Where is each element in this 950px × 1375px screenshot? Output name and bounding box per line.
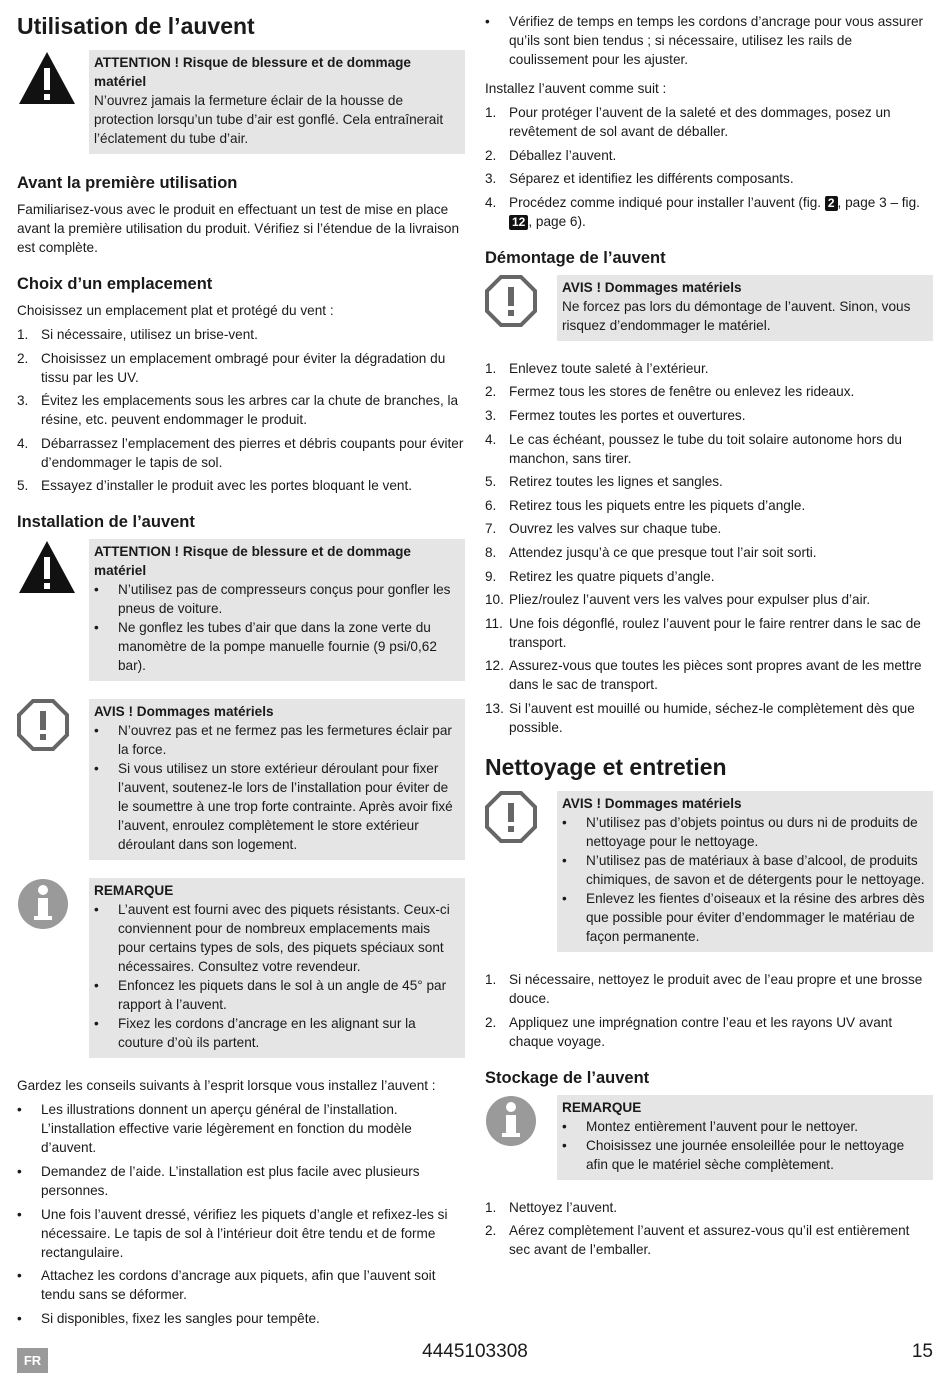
warning-title: ATTENTION ! Risque de blessure et de dommage matériel — [94, 544, 411, 579]
list-item: • Attachez les cordons d’ancrage aux piquets, afin que l’auvent soit tendu sans se déformer. — [17, 1268, 436, 1303]
remark-title: REMARQUE — [94, 883, 174, 899]
notice-octagon-icon — [17, 699, 89, 860]
figure-ref-badge: 12 — [509, 215, 528, 230]
list-item: 2. Appliquez une imprégnation contre l’eau et les rayons UV avant chaque voyage. — [485, 1014, 893, 1049]
install-steps — [485, 103, 933, 231]
list-item: 10. Pliez/roulez l’auvent vers les valves pour expulser plus d’air. — [485, 592, 871, 608]
language-badge: FR — [17, 1348, 48, 1373]
list-item: • Enlevez les fientes d’oiseaux et la résine des arbres dès que possible pour éviter d’endommager le matériau de façon permanente. — [562, 890, 925, 944]
location-intro: Choisissez un emplacement plat et protégé du vent : — [17, 303, 334, 318]
list-item: • Les illustrations donnent un aperçu général de l’installation. L’installation effective varie légèrement en fonction du modèle d’auvent. — [17, 1102, 412, 1156]
list-item: 3. Séparez et identifiez les différents composants. — [485, 171, 794, 187]
list-item: 5. Essayez d’installer le produit avec les portes bloquant le vent. — [17, 478, 413, 494]
storage-steps — [485, 1198, 933, 1260]
heading-before-first-use: Avant la première utilisation — [17, 174, 238, 192]
install-intro: Installez l’auvent comme suit : — [485, 81, 667, 96]
list-item: • Si disponibles, fixez les sangles pour tempête. — [17, 1310, 320, 1326]
list-item: 1. Si nécessaire, utilisez un brise-vent. — [17, 327, 258, 342]
section-title-cleaning: Nettoyage et entretien — [485, 753, 727, 780]
list-item: 1. Pour protéger l’auvent de la saleté et des dommages, posez un revêtement de sol avant de déballer. — [485, 105, 891, 139]
list-item: 2. Déballez l’auvent. — [485, 147, 617, 163]
list-item: 3. Fermez toutes les portes et ouvertures. — [485, 407, 746, 423]
tips-intro: Gardez les conseils suivants à l’esprit lorsque vous installez l’auvent : — [17, 1078, 436, 1094]
list-item: 2. Fermez tous les stores de fenêtre ou enlevez les rideaux. — [485, 384, 855, 400]
remark-title: REMARQUE — [562, 1099, 642, 1115]
document-number: 4445103308 — [422, 1341, 528, 1362]
list-item: • Une fois l’auvent dressé, vérifiez les piquets d’angle et refixez-les si nécessaire. Le tapis de sol à l’intérieur doit être tendu et de forme rectangulaire. — [17, 1206, 448, 1260]
page-number: 15 — [911, 1341, 933, 1362]
list-item: 2. Choisissez un emplacement ombragé pour éviter la dégradation du tissu par les UV. — [17, 350, 446, 385]
notice-text: Ne forcez pas lors du démontage de l’auvent. Sinon, vous risquez d’endommager le matériel. — [562, 298, 911, 333]
top-bullet-list — [485, 12, 933, 69]
warning-text: N’ouvrez jamais la fermeture éclair de la housse de protection lorsqu’un tube d’air est gonflé. Cela entraînerait l’éclatement du tube d’air. — [94, 93, 444, 146]
list-item: • Choisissez une journée ensoleillée pour le nettoyage afin que le matériel sèche complètement. — [562, 1137, 905, 1172]
heading-installation: Installation de l’auvent — [17, 513, 195, 532]
figure-ref-badge: 2 — [825, 196, 838, 211]
list-item: 1. Nettoyez l’auvent. — [485, 1199, 618, 1215]
info-icon — [17, 878, 89, 1058]
warning-icon — [17, 50, 89, 154]
remark-box-storage — [485, 1095, 933, 1180]
notice-octagon-icon — [485, 275, 557, 341]
list-item: • Ne gonflez les tubes d’air que dans la zone verte du manomètre de la pompe manuelle fournie (9 psi/0,62 bar). — [94, 620, 437, 674]
warning-icon — [17, 539, 89, 681]
warning-box-inflate — [17, 539, 465, 681]
notice-box-dismantling — [485, 275, 933, 341]
notice-title: AVIS ! Dommages matériels — [94, 704, 274, 720]
list-item: • L’auvent est fourni avec des piquets résistants. Ceux-ci conviennent pour de nombreux emplacements mais pour certains types de sols, des piquets spéciaux sont nécessaires. Consultez votre revendeur. — [94, 902, 450, 975]
section-title-usage: Utilisation de l’auvent — [17, 13, 255, 39]
list-item: 1. Si nécessaire, nettoyez le produit avec de l’eau propre et une brosse douce. — [485, 971, 923, 1006]
tips-list — [17, 1100, 465, 1327]
heading-storage: Stockage de l’auvent — [485, 1068, 650, 1087]
notice-title: AVIS ! Dommages matériels — [562, 795, 742, 811]
heading-dismantling: Démontage de l’auvent — [485, 248, 666, 267]
list-item: 5. Retirez toutes les lignes et sangles. — [485, 474, 723, 490]
notice-box-zippers — [17, 699, 465, 860]
dismantle-steps — [485, 359, 933, 737]
list-item: 4. Procédez comme indiqué pour installer l’auvent (fig. 2 , page 3 – fig. 12 , page 6). — [485, 194, 920, 229]
heading-location: Choix d’un emplacement — [17, 275, 213, 293]
list-item: 6. Retirez tous les piquets entre les piquets d’angle. — [485, 497, 806, 513]
right-column — [485, 12, 933, 1269]
list-item: 3. Évitez les emplacements sous les arbres car la chute de branches, la résine, etc. peuvent endommager le produit. — [17, 393, 459, 428]
remark-box-pegs — [17, 878, 465, 1058]
list-item: 4. Débarrassez l’emplacement des pierres et débris coupants pour éviter d’endommager le tapis de sol. — [17, 435, 464, 470]
info-icon — [485, 1095, 557, 1180]
list-item: • N’utilisez pas de compresseurs conçus pour gonfler les pneus de voiture. — [94, 582, 451, 617]
list-item: • Si vous utilisez un store extérieur déroulant pour fixer l’auvent, soutenez-le lors de l’installation pour éviter de le soumettre à une trop forte contrainte. Après avoir fixé l’auvent, enroulez complètement le store extérieur déroulant dans son logement. — [94, 761, 453, 853]
list-item: 11. Une fois dégonflé, roulez l’auvent pour le faire rentrer dans le sac de transport. — [485, 615, 921, 650]
list-item: 7. Ouvrez les valves sur chaque tube. — [485, 521, 722, 537]
notice-title: AVIS ! Dommages matériels — [562, 279, 742, 295]
list-item: 2. Aérez complètement l’auvent et assurez-vous qu’il est entièrement sec avant de l’emballer. — [485, 1223, 910, 1258]
list-item: • Fixez les cordons d’ancrage en les alignant sur la couture d’où ils partent. — [94, 1016, 416, 1051]
list-item: 12. Assurez-vous que toutes les pièces sont propres avant de les mettre dans le sac de transport. — [485, 658, 922, 693]
warning-title: ATTENTION ! Risque de blessure et de dommage matériel — [94, 55, 411, 89]
list-item: • Enfoncez les piquets dans le sol à un angle de 45° par rapport à l’auvent. — [94, 978, 447, 1013]
before-first-use-text: Familiarisez-vous avec le produit en effectuant un test de mise en place avant la première utilisation du produit. Vérifiez si l’étendue de la livraison est complète. — [17, 202, 460, 255]
list-item: • Demandez de l’aide. L’installation est plus facile avec plusieurs personnes. — [17, 1163, 420, 1198]
list-item: • N’utilisez pas de matériaux à base d’alcool, de produits chimiques, de savon et de détergents pour le nettoyage. — [562, 852, 925, 887]
warning-box-zipper — [17, 50, 465, 154]
list-item: • Vérifiez de temps en temps les cordons d’ancrage pour vous assurer qu’ils sont bien tendus ; si nécessaire, utilisez les rails de coulissement pour les ajuster. — [485, 14, 924, 67]
list-item: 1. Enlevez toute saleté à l’extérieur. — [485, 360, 709, 376]
list-item: 8. Attendez jusqu’à ce que presque tout l’air soit sorti. — [485, 544, 817, 560]
notice-box-cleaning — [485, 791, 933, 952]
list-item: • Montez entièrement l’auvent pour le nettoyer. — [562, 1118, 859, 1134]
left-column — [17, 12, 465, 1338]
list-item: 13. Si l’auvent est mouillé ou humide, séchez-le complètement dès que possible. — [485, 700, 915, 735]
list-item: 4. Le cas échéant, poussez le tube du toit solaire autonome hors du manchon, sans tirer. — [485, 431, 902, 466]
list-item: • N’utilisez pas d’objets pointus ou durs ni de produits de nettoyage pour le nettoyage. — [562, 814, 918, 849]
notice-octagon-icon — [485, 791, 557, 952]
location-steps — [17, 325, 465, 495]
clean-steps — [485, 970, 933, 1051]
list-item: 9. Retirez les quatre piquets d’angle. — [485, 568, 715, 584]
list-item: • N’ouvrez pas et ne fermez pas les fermetures éclair par la force. — [94, 723, 452, 758]
